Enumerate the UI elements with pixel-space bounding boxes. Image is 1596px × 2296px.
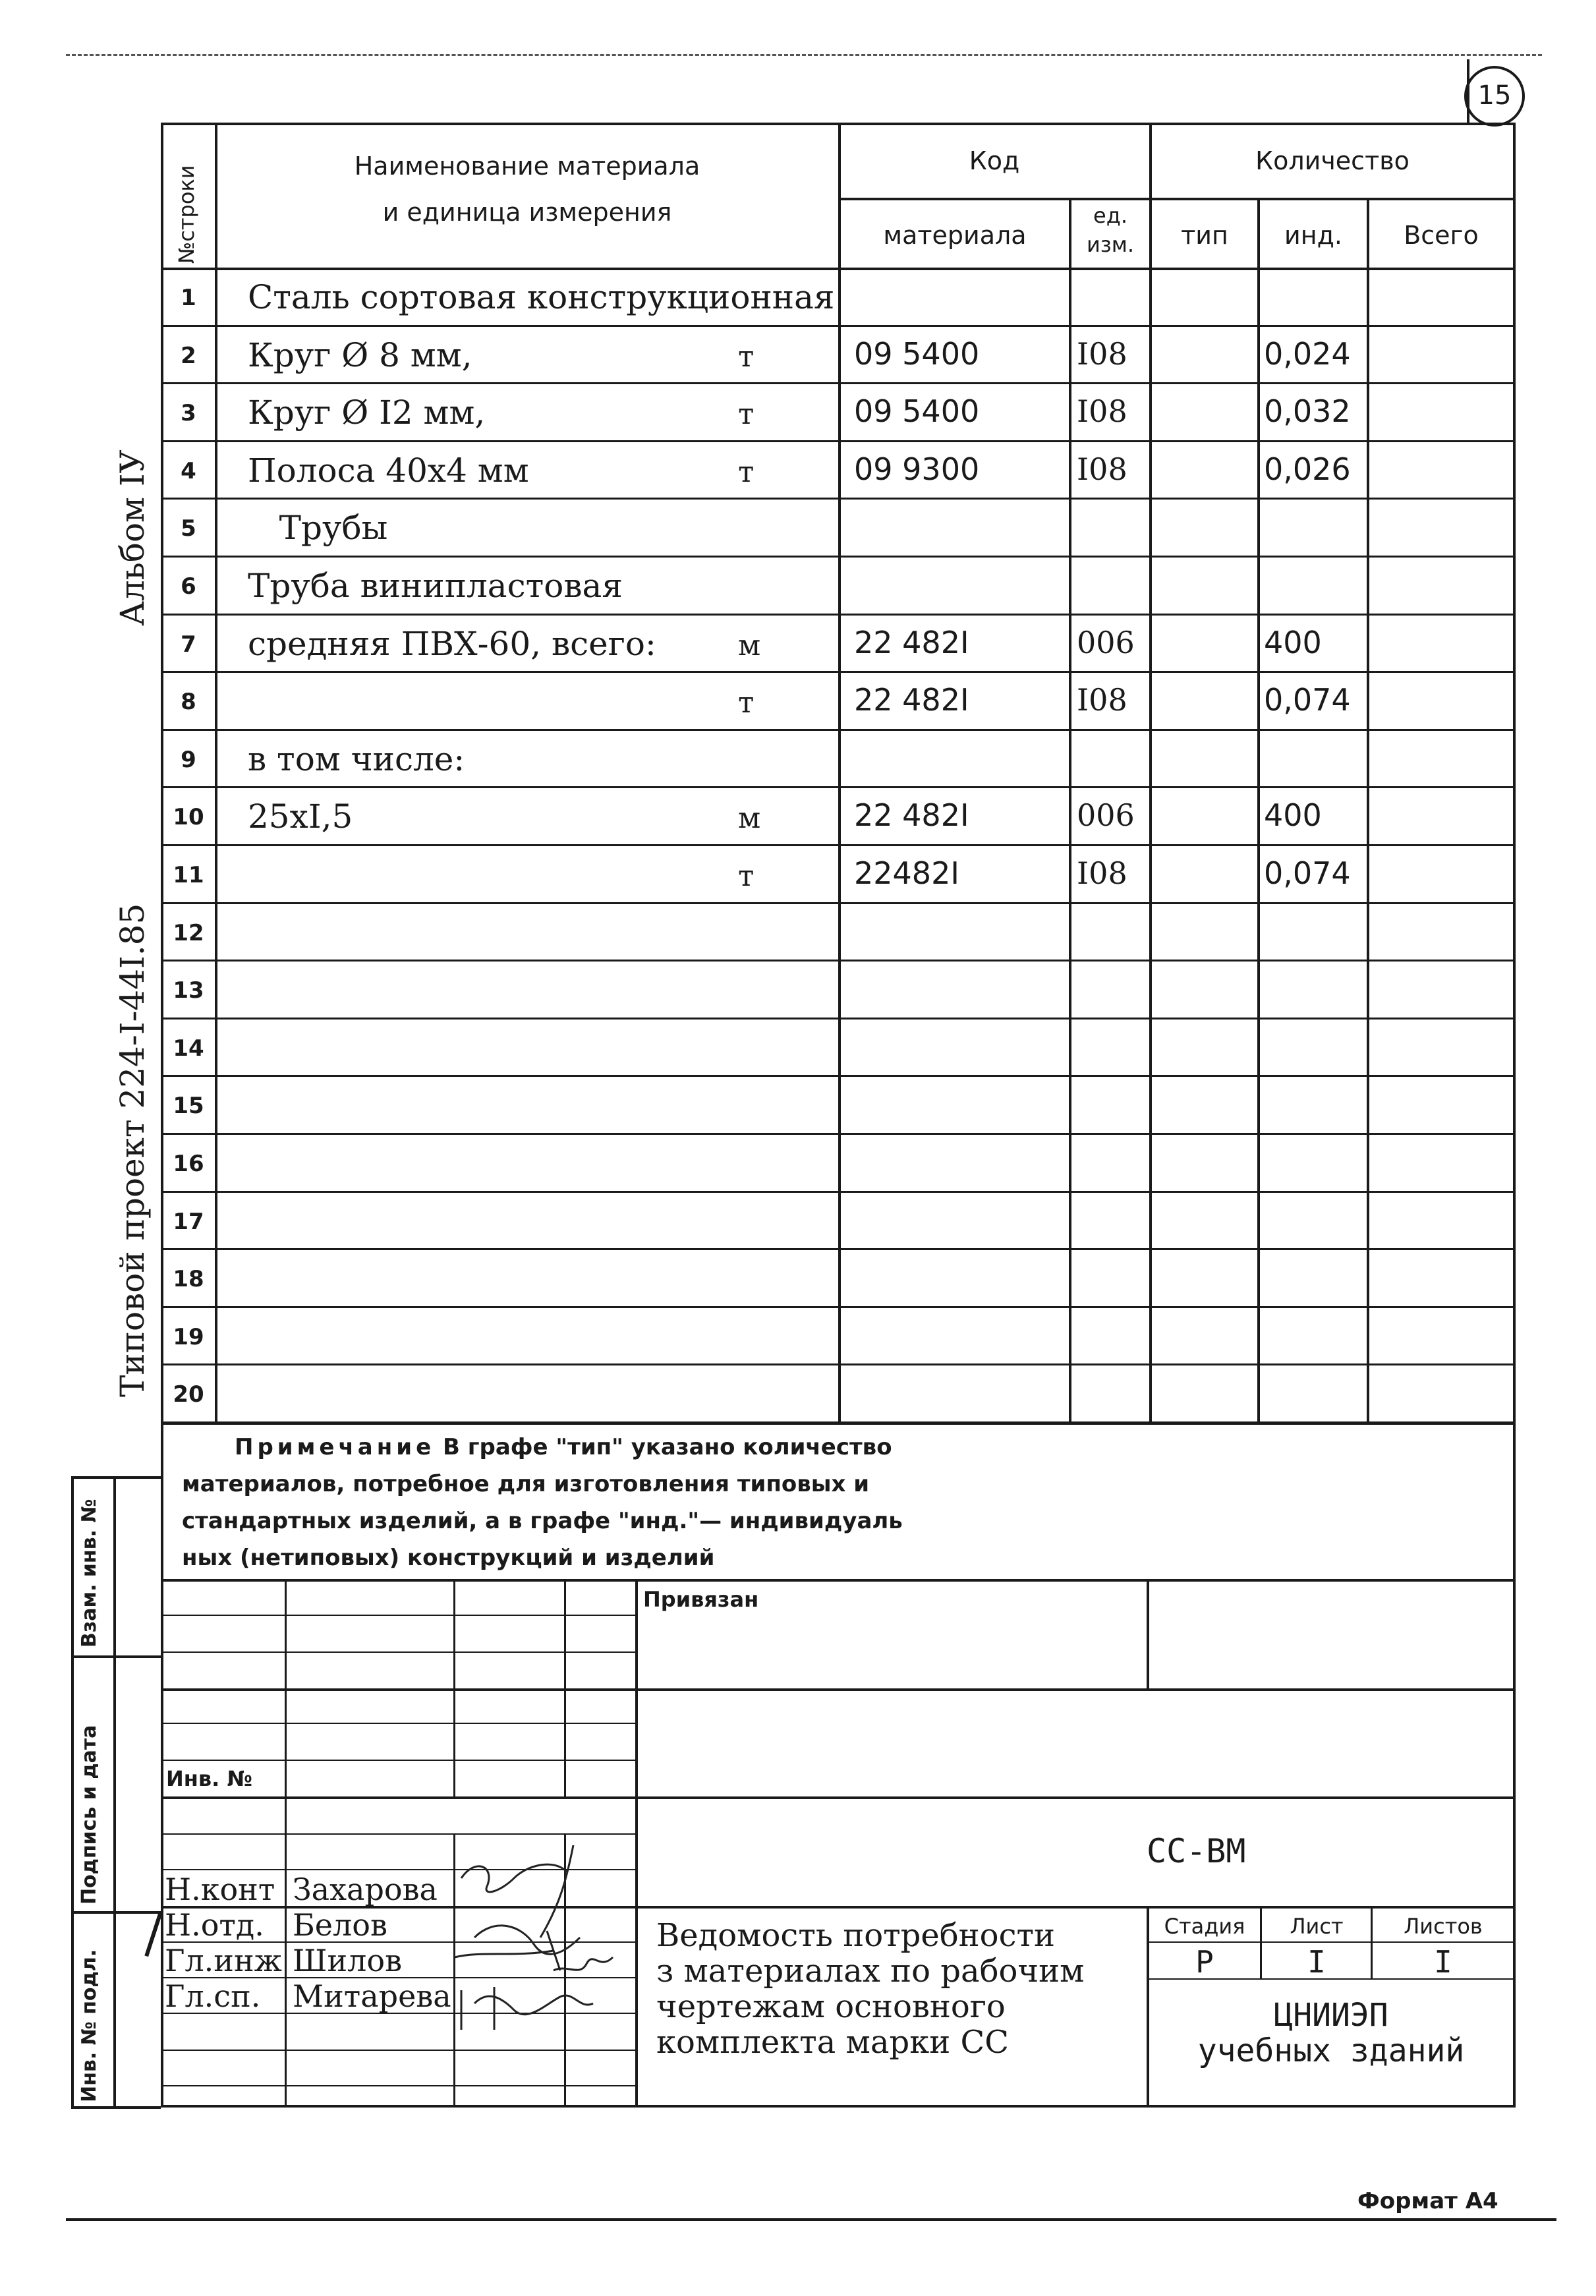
unit-code: 006	[1077, 624, 1135, 660]
row-number: 8	[181, 689, 196, 716]
unit-name: м	[738, 801, 761, 836]
unit-code: I08	[1077, 335, 1127, 372]
role-title: Гл.сп.	[165, 1978, 261, 2014]
qty-ind: 0,074	[1264, 682, 1351, 718]
row-number: 3	[181, 400, 196, 427]
unit-code: I08	[1077, 451, 1127, 487]
role-title: Гл.инж	[165, 1943, 282, 1978]
qty-ind: 400	[1264, 797, 1322, 834]
row-divider	[161, 786, 1516, 788]
unit-code: I08	[1077, 855, 1127, 891]
side-stamp-mid	[113, 1476, 116, 2109]
header-ind: инд.	[1284, 221, 1342, 250]
sheets-value: I	[1434, 1944, 1452, 1980]
role-person: Белов	[293, 1907, 387, 1943]
unit-name: м	[738, 628, 761, 662]
qty-ind: 0,032	[1264, 393, 1351, 430]
material-code: 22 482I	[854, 797, 969, 834]
row-divider	[161, 902, 1516, 904]
sheet-label: Лист	[1290, 1914, 1344, 1939]
unit-code: I08	[1077, 393, 1127, 430]
org-line-2: учебных зданий	[1197, 2032, 1465, 2069]
material-name: 25хI,5	[248, 797, 353, 836]
stage-label: Стадия	[1164, 1914, 1245, 1939]
row-number: 7	[181, 631, 196, 658]
unit-name: т	[738, 455, 755, 489]
unit-code: 006	[1077, 797, 1135, 834]
row-divider	[161, 1018, 1516, 1019]
qty-ind: 400	[1264, 624, 1322, 660]
material-name: средняя ПВХ-60, всего:	[248, 624, 656, 663]
row-number: 16	[173, 1151, 204, 1177]
role-person: Митарева	[293, 1978, 451, 2014]
material-code: 09 9300	[854, 451, 980, 487]
title-line-2: з материалах по рабочим	[656, 1953, 1085, 1990]
material-name: в том числе:	[248, 739, 465, 778]
row-divider	[161, 614, 1516, 616]
header-quantity: Количество	[1255, 146, 1410, 175]
inv-no-label: Инв. №	[166, 1766, 252, 1791]
row-divider	[161, 960, 1516, 961]
unit-name: т	[738, 339, 755, 374]
page-number-badge	[1464, 66, 1525, 127]
row-divider	[161, 1363, 1516, 1365]
row-number: 12	[173, 919, 204, 946]
privyazan-label: Привязан	[643, 1587, 759, 1612]
row-divider	[161, 1133, 1516, 1135]
role-title: Н.отд.	[165, 1907, 264, 1943]
header-name-line1: Наименование материала	[354, 152, 700, 181]
unit-name: т	[738, 397, 755, 432]
material-code: 09 5400	[854, 335, 980, 372]
qty-ind: 0,026	[1264, 451, 1351, 487]
podpis-data-label: Подпись и дата	[78, 1725, 101, 1905]
unit-name: т	[738, 686, 755, 720]
project-label: Типовой проект 224-I-44I.85	[113, 903, 152, 1397]
title-line-4: комплекта марки СС	[656, 2024, 1009, 2061]
qty-ind: 0,074	[1264, 855, 1351, 891]
row-divider	[161, 1306, 1516, 1308]
row-number: 18	[173, 1266, 204, 1293]
note-line-4: ных (нетиповых) конструкций и изделий	[182, 1545, 715, 1571]
vzam-inv-label: Взам. инв. №	[78, 1499, 101, 1648]
role-person: Захарова	[293, 1872, 438, 1907]
header-unit-2: изм.	[1086, 232, 1135, 257]
note-line-2: материалов, потребное для изготовления типовых и	[182, 1471, 870, 1497]
row-number: 4	[181, 457, 196, 484]
title-line-3: чертежам основного	[656, 1988, 1006, 2025]
note-block	[182, 1429, 1170, 1576]
row-divider	[161, 382, 1516, 384]
row-number: 10	[173, 804, 204, 831]
row-number: 17	[173, 1208, 204, 1235]
row-divider	[161, 498, 1516, 500]
title-line-1: Ведомость потребности	[656, 1917, 1055, 1954]
row-number: 15	[173, 1093, 204, 1120]
header-row-no: №строки	[174, 165, 199, 264]
material-name: Труба винипластовая	[248, 567, 623, 605]
signature-mark-1	[144, 1912, 162, 1957]
note-label: Примечание	[235, 1434, 436, 1460]
row-divider	[161, 556, 1516, 558]
row-divider	[161, 1191, 1516, 1193]
frame-left	[161, 123, 163, 2108]
row-number: 5	[181, 515, 196, 542]
org-line-1: ЦНИИЭП	[1274, 1997, 1388, 2034]
row-divider	[161, 1075, 1516, 1077]
header-code: Код	[969, 146, 1020, 175]
sheet-value: I	[1307, 1944, 1326, 1980]
material-name: Полоса 40х4 мм	[248, 451, 529, 490]
header-material: материала	[883, 221, 1027, 250]
material-code: 22 482I	[854, 682, 969, 718]
note-line-3: стандартных изделий, а в графе "инд."— индивидуаль	[182, 1508, 903, 1534]
material-name: Трубы	[248, 509, 388, 548]
row-divider	[161, 729, 1516, 731]
document-title	[656, 1918, 1084, 2060]
album-label: Альбом IУ	[113, 449, 152, 626]
unit-code: I08	[1077, 682, 1127, 718]
header-total: Всего	[1404, 221, 1479, 250]
header-tip: тип	[1181, 221, 1228, 250]
inv-podl-label: Инв. № подл.	[78, 1949, 101, 2102]
role-person: Шилов	[293, 1943, 402, 1978]
row-number: 13	[173, 977, 204, 1004]
stage-value: Р	[1195, 1944, 1214, 1980]
material-name: Сталь сортовая конструкционная	[248, 278, 835, 316]
row-number: 19	[173, 1323, 204, 1350]
note-line-1	[182, 1429, 1170, 1466]
header-unit-1: ед.	[1093, 203, 1127, 228]
top-rule	[66, 54, 1542, 56]
row-number: 1	[181, 285, 196, 311]
format-label: Формат А4	[1357, 2188, 1498, 2214]
row-divider	[161, 440, 1516, 442]
material-name: Круг Ø 8 мм,	[248, 335, 472, 374]
row-number: 20	[173, 1381, 204, 1408]
material-name: Круг Ø I2 мм,	[248, 393, 486, 432]
material-code: 22 482I	[854, 624, 969, 660]
bottom-rule	[66, 2218, 1556, 2221]
role-title: Н.конт	[165, 1872, 275, 1907]
row-number: 14	[173, 1035, 204, 1062]
material-code: 22482I	[854, 855, 959, 891]
row-number: 11	[173, 862, 204, 888]
frame-right	[1513, 123, 1516, 2108]
signatures-graphic	[435, 1839, 646, 2063]
sheets-label: Листов	[1404, 1914, 1483, 1939]
row-divider	[161, 671, 1516, 673]
material-code: 09 5400	[854, 393, 980, 430]
note-text-1: В графе "тип" указано количество	[435, 1434, 892, 1460]
header-name-line2: и единица измерения	[382, 198, 672, 227]
document-code: СС-ВМ	[1147, 1832, 1246, 1870]
qty-ind: 0,024	[1264, 335, 1351, 372]
unit-name: т	[738, 859, 755, 893]
row-number: 6	[181, 573, 196, 600]
frame-bottom	[161, 2105, 1516, 2108]
row-divider	[161, 844, 1516, 846]
row-divider	[161, 325, 1516, 327]
row-number: 9	[181, 746, 196, 773]
side-stamp-left	[71, 1476, 74, 2109]
row-number: 2	[181, 342, 196, 369]
row-divider	[161, 1248, 1516, 1250]
page-number: 15	[1477, 80, 1512, 111]
